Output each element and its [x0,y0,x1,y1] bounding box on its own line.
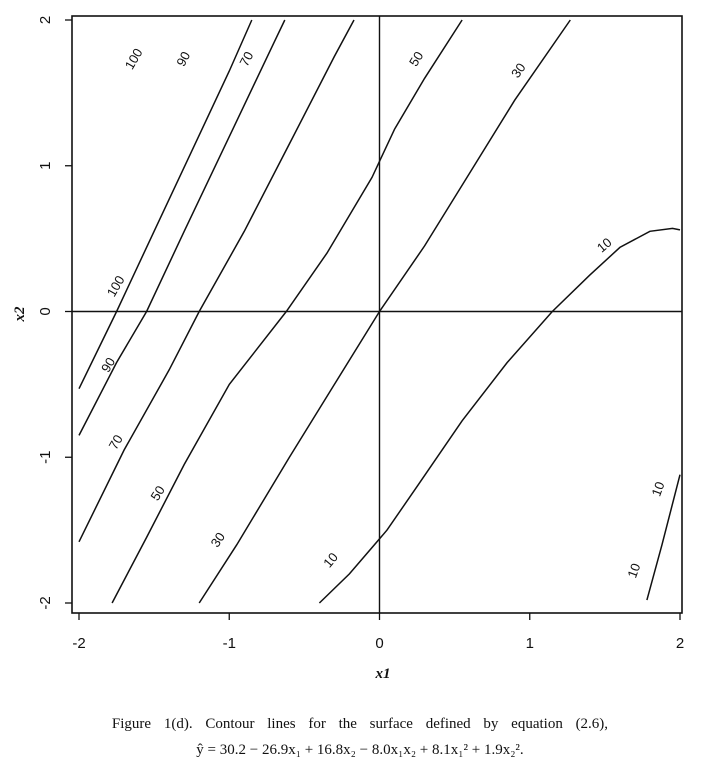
y-tick-label: -2 [37,596,54,610]
contour-label-30: 30 [508,60,529,81]
contour-label-50: 50 [406,48,427,69]
x-axis-title: x1 [375,666,391,682]
contour-label-100: 100 [103,273,128,300]
contour-label-70: 70 [105,432,126,453]
contour-label-10: 10 [648,479,668,499]
y-tick-label: 2 [37,15,54,25]
contour-label-10: 10 [320,549,341,571]
contour-label-90: 90 [173,48,194,69]
contour-label-90: 90 [97,354,119,375]
x-tick-label: 1 [525,635,534,652]
x-tick-label: -2 [72,635,86,652]
y-tick-label: 1 [37,161,54,170]
contour-label-10: 10 [624,561,644,580]
contour-label-30: 30 [207,529,229,550]
contour-label-70: 70 [236,48,257,69]
contour-label-100: 100 [121,45,146,73]
y-tick-label: 0 [37,307,54,316]
x-tick-label: 0 [375,635,384,652]
contour-label-50: 50 [147,483,168,504]
y-tick-label: -1 [37,450,54,464]
contour-labels [98,46,668,580]
x-tick-label: -1 [222,635,236,652]
contour-line-100-0 [79,20,252,389]
y-axis-title: x2 [12,306,28,322]
x-tick-label: 2 [675,635,685,652]
contour-label-10: 10 [593,234,615,256]
figure-caption: Figure 1(d). Contour lines for the surface defined by equation (2.6), [111,716,609,732]
contour-line-10-5 [319,228,680,603]
figure-equation: ŷ = 30.2 − 26.9x₁ + 16.8x₂ − 8.0x₁x₂ + 8.1x₁² + 1.9x₂². [196,742,524,758]
